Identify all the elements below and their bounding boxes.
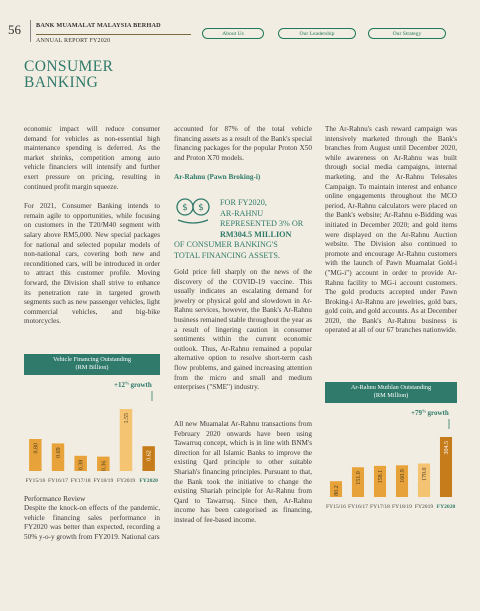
col2-paragraph-3: All new Muamalat Ar-Rahnu transactions from February 2020 onwards have been using Tawarruq concept, which is in line with BNM's direction for all Islamic Banks to improve the existing Qard principle to other suitable Shariah's financing principles. Pursuant to that, the Bank took the initiative to change the existing Shariah principle for Ar-Rahnu from Qard to Tawarruq. Since then, Ar-Rahnu income has been categorised as financing, instead of fee-based income. <box>174 420 312 524</box>
svg-text:$: $ <box>182 203 188 213</box>
quote-line-c <box>220 219 312 230</box>
nav-our-leadership[interactable]: Our Leadership <box>278 28 356 39</box>
chart2-category-label-0: FY15/16 <box>326 503 346 510</box>
chart2-value-label-3: 160.9 <box>400 469 406 483</box>
ar-rahnu-subhead: Ar-Rahnu (Pawn Broking-i) <box>174 173 261 182</box>
quote-line-c-text: REPRESENTED 3% OR <box>220 219 304 228</box>
chart1-value-label-5: 0.62 <box>146 450 153 461</box>
chart1-category-label-0: FY15/16 <box>25 477 46 484</box>
chart2-category-label-3: FY18/19 <box>392 503 412 510</box>
page-number: 56 <box>8 22 21 37</box>
col2-paragraph-2: Gold price fell sharply on the news of the discovery of the COVID-19 vaccine. This usually indicates an escalating demand for jewelry or physical gold and slowdown in Ar-Rahnu services, however, the Bank's Ar-Rahnu business remained stable throughout the year as a result of lingering caution in consumer sentiments within the current economic outlook. Thus, Ar-Rahnu remained a popular alternative option to resolve short-term cash flow problems, and gained increasing attention from the micro and small and medium enterprises ("SME") industry. <box>174 268 312 392</box>
chart1-value-label-1: 0.69 <box>56 447 62 458</box>
section-title <box>24 59 113 91</box>
chart2-category-label-5: FY2020 <box>436 503 456 510</box>
quote-line-d: RM304.5 MILLION <box>220 229 292 239</box>
col3-paragraph-1: The Ar-Rahnu's cash reward campaign was intensively marketed through the Bank's branches from August until December 2020, while awareness on Ar-Rahnu was built through social media campaigns, internal marketing, and the Ar-Rahnu Telesales Campaign. To maintain interest and enhance online engagements throughout the MCO period, Ar-Rahnu calculators were placed on the Bank's website; Ar-Rahnu e-Bidding was initiated in December 2020; and gold items were displayed on the Ar-Rahnu Auction website. The Division also continued to promote and encourage Ar-Rahnu customers with the launch of Pawn Muamalat Gold-i ("MG-i") account in order to provide Ar-Rahnu facility to MG-i account customers. The gold products accepted under Pawn Broking-i Ar-Rahnu are jewelries, gold bars, gold coin, and gold accounts. As at December 2020, the Bank's Ar-Rahnu business is operated at all of our 67 branches nationwide. <box>325 125 457 335</box>
column-1-bottom <box>24 504 160 552</box>
col1-paragraph-3: Despite the knock-on effects of the pandemic, vehicle financing sales performance in FY2020 was better than expected, recording a 50% y-o-y growth from FY2019. National cars <box>24 504 160 541</box>
section-title-line2: BANKING <box>24 74 99 91</box>
col1-paragraph-2: For 2021, Consumer Banking intends to remain agile to opportunities, while focusing on customers in the T20/M40 segment with salary above RM5,000. New special packages for national and selected popular models of non-national cars, covering both new and reconditioned cars, will be introduced in order to attract this customer profile. Moving forward, the Division shall strive to enhance its penetration rate in targeted growth segments such as new passenger vehicles, light commercial vehicles, and big-bike motorcycles. <box>24 202 160 326</box>
quote-line-e: OF CONSUMER BANKING'S <box>174 240 278 249</box>
chart1-category-label-1: FY16/17 <box>48 477 68 484</box>
chart1-title-line2: (RM Billion) <box>75 364 109 372</box>
chart1-title <box>24 354 160 375</box>
column-2 <box>174 125 312 193</box>
chart2-value-label-1: 151.0 <box>356 471 362 485</box>
col1-paragraph-1: economic impact will reduce consumer demand for vehicles as non-essential high maintenance spending is deferred. As the market shrinks, competition among auto vehicle financiers will intensify and further exert pressure on pricing, resulting in continued profit margin squeeze. <box>24 125 160 191</box>
chart1-category-label-2: FY17/18 <box>70 477 91 484</box>
chart1-svg <box>24 375 160 487</box>
chart1-title-line1: Vehicle Financing Outstanding <box>53 356 131 363</box>
chart1-value-label-4: 1.55 <box>124 412 130 424</box>
vehicle-financing-chart <box>24 354 160 490</box>
chart1-category-label-3: FY18/19 <box>93 477 114 484</box>
quote-line-b: AR-RAHNU <box>220 208 264 218</box>
chart2-title-line2: (RM Million) <box>373 392 409 400</box>
chart1-value-label-0: 0.80 <box>33 442 40 454</box>
chart2-value-label-4: 170.0 <box>422 467 428 481</box>
quote-line-f: TOTAL FINANCING ASSETS. <box>174 250 281 260</box>
column-2-bottom <box>174 420 312 536</box>
column-2-middle <box>174 268 312 403</box>
chart1-category-label-5: FY2020 <box>139 477 158 484</box>
report-name: ANNUAL REPORT FY2020 <box>36 38 111 44</box>
performance-review-heading: Performance Review <box>24 494 86 503</box>
chart2-value-label-2: 158.1 <box>378 469 384 484</box>
chart1-value-label-2: 0.38 <box>78 459 85 471</box>
chart2-title-line1: Ar-Rahnu Muthlan Outstanding <box>350 384 432 391</box>
chart1-category-label-4: FY2019 <box>116 477 136 484</box>
col2-paragraph-1: accounted for 87% of the total vehicle financing assets as a result of the Bank's special financing packages for the popular Proton X50 and Proton X70 models. <box>174 125 312 162</box>
gold-coins-icon <box>174 196 214 226</box>
nav-our-strategy[interactable]: Our Strategy <box>368 28 446 39</box>
quote-line-a: FOR FY2020, <box>220 198 267 207</box>
column-1 <box>24 125 160 337</box>
chart1-value-label-3: 0.36 <box>101 460 108 471</box>
chart2-category-label-4: FY2019 <box>414 503 434 510</box>
ar-rahnu-chart <box>325 382 457 514</box>
chart2-growth-label: +79%growth <box>411 408 449 417</box>
chart2-category-label-1: FY16/17 <box>348 503 368 510</box>
svg-text:$: $ <box>198 203 204 213</box>
chart1-growth-label: +12%growth <box>114 380 152 389</box>
header-divider <box>30 20 31 42</box>
section-title-line1: CONSUMER <box>24 58 114 75</box>
nav-about-us[interactable]: About Us <box>202 28 264 39</box>
header-rule <box>36 34 191 35</box>
chart2-value-label-5: 304.5 <box>444 440 450 455</box>
chart2-title <box>325 382 457 403</box>
bank-name: BANK MUAMALAT MALAYSIA BERHAD <box>36 22 161 29</box>
chart2-value-label-0: 80.2 <box>334 485 340 496</box>
column-3 <box>325 125 457 346</box>
chart2-category-label-2: FY17/18 <box>370 503 390 510</box>
chart2-svg <box>325 403 457 513</box>
